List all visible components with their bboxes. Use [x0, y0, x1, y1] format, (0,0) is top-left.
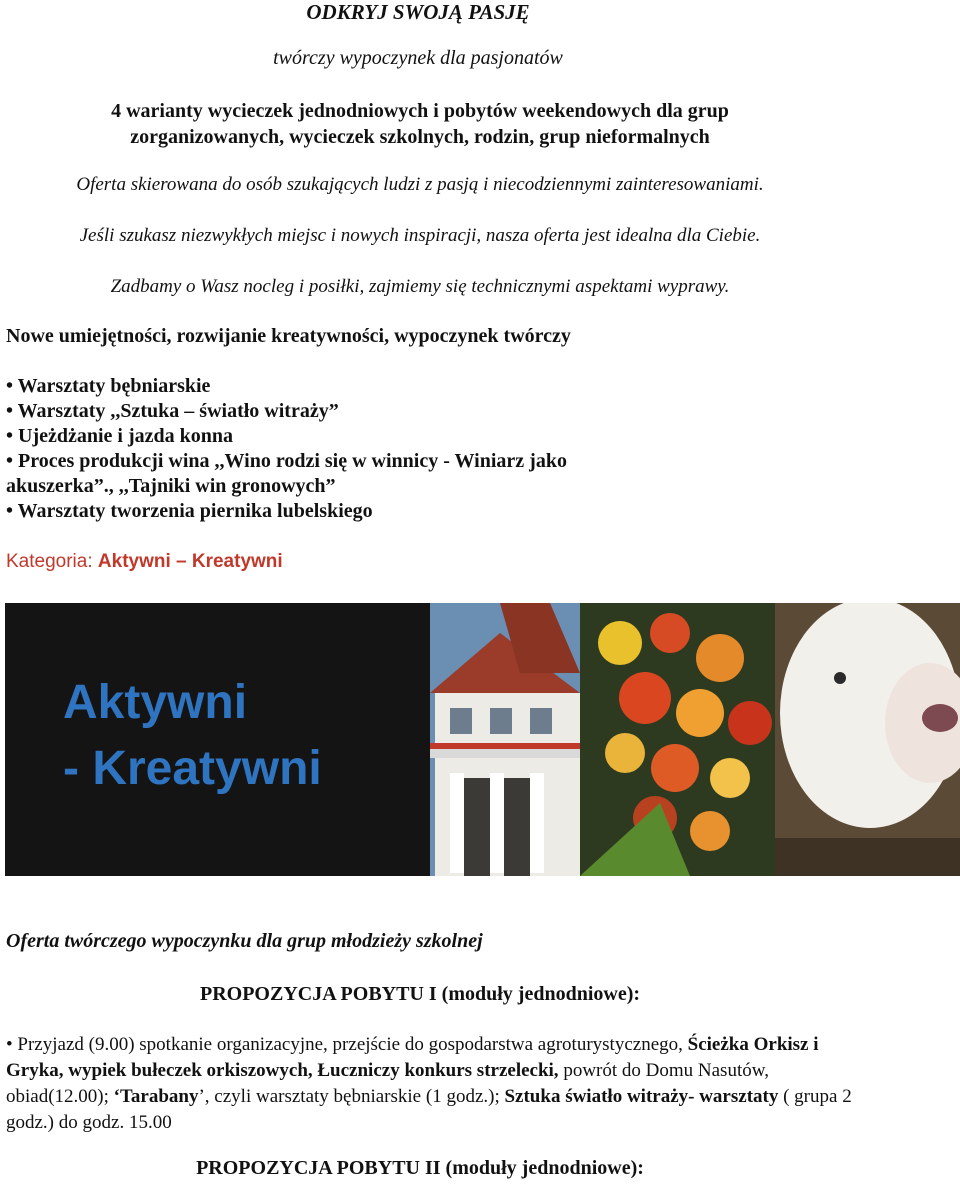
category-line	[6, 551, 283, 573]
house-arch	[464, 778, 490, 876]
stay-highlight: Sztuka światło witraży- warsztaty	[504, 1086, 779, 1107]
stay-text: • Przyjazd (9.00) spotkanie organizacyjne, przejście do gospodarstwa agroturystycznego,	[6, 1034, 688, 1055]
banner-line-1: Aktywni	[63, 676, 248, 729]
page-subtitle: twórczy wypoczynek dla pasjonatów	[273, 47, 563, 69]
house-window	[530, 708, 552, 734]
section-heading: Nowe umiejętności, rozwijanie kreatywności, wypoczynek twórczy	[6, 325, 571, 347]
proposal-1-heading: PROPOZYCJA POBYTU I (moduły jednodniowe):	[199, 983, 641, 1005]
banner-image	[5, 603, 960, 876]
flower	[619, 672, 671, 724]
flower	[696, 634, 744, 682]
workshop-list	[6, 374, 666, 524]
intro-line-1: Oferta skierowana do osób szukających ludzi z pasją i niecodziennymi zainteresowaniami.	[76, 174, 764, 195]
workshop-item: • Ujeżdżanie i jazda konna	[6, 424, 666, 449]
stay-text: powrót do Domu Nasutów, obiad(12.00);	[6, 1060, 769, 1107]
house-column	[530, 773, 544, 873]
category-value: Aktywni – Kreatywni	[97, 551, 283, 572]
page-title: ODKRYJ SWOJĄ PASJĘ	[306, 0, 530, 24]
offer-title: Oferta twórczego wypoczynku dla grup młodzieży szkolnej	[6, 930, 483, 952]
workshop-item: • Warsztaty bębniarskie	[6, 374, 666, 399]
flower	[651, 744, 699, 792]
flower	[605, 733, 645, 773]
flower	[598, 621, 642, 665]
house-window	[490, 708, 512, 734]
flower	[710, 758, 750, 798]
fence	[775, 838, 960, 876]
balcony-flowers	[430, 743, 590, 749]
stay-highlight: Ścieżka Orkisz i Gryka, wypiek bułeczek orkiszowych, Łuczniczy konkurs strzelecki,	[6, 1034, 819, 1081]
flower	[650, 613, 690, 653]
goat-nose	[922, 704, 958, 732]
workshop-item: • Warsztaty ,,Sztuka – światło witraży”	[6, 399, 666, 424]
house-balcony	[430, 748, 590, 758]
house-window	[450, 708, 472, 734]
category-label: Kategoria:	[6, 551, 98, 572]
goat-eye	[834, 672, 846, 684]
intro-line-3: Zadbamy o Wasz nocleg i posiłki, zajmiemy się technicznymi aspektami wyprawy.	[110, 276, 730, 297]
banner-line-2: - Kreatywni	[63, 742, 322, 795]
flower	[690, 811, 730, 851]
proposal-2-heading: PROPOZYCJA POBYTU II (moduły jednodniowe):	[196, 1157, 644, 1179]
banner-title	[63, 670, 322, 802]
house-arch	[504, 778, 530, 876]
stay-text: ’, czyli warsztaty bębniarskie (1 godz.);	[198, 1086, 505, 1107]
flower	[728, 701, 772, 745]
variants-heading	[0, 98, 840, 150]
stay-description	[6, 1032, 856, 1136]
banner-photo-collage	[430, 603, 960, 876]
intro-line-2: Jeśli szukasz niezwykłych miejsc i nowych inspiracji, nasza oferta jest idealna dla Ciebie.	[79, 225, 761, 246]
flower	[676, 689, 724, 737]
house-column	[450, 773, 464, 873]
variants-line-1: 4 warianty wycieczek jednodniowych i pobytów weekendowych dla grup	[111, 100, 729, 122]
workshop-item: • Proces produkcji wina ,,Wino rodzi się w winnicy - Winiarz jako akuszerka”., ,,Tajniki win gronowych”	[6, 449, 666, 499]
workshop-item: • Warsztaty tworzenia piernika lubelskiego	[6, 499, 666, 524]
house-column	[490, 773, 504, 873]
stay-text: ( grupa 2 godz.) do godz. 15.00	[6, 1086, 852, 1133]
stay-highlight: ‘Tarabany	[113, 1086, 199, 1107]
variants-line-2: zorganizowanych, wycieczek szkolnych, rodzin, grup nieformalnych	[130, 126, 710, 148]
